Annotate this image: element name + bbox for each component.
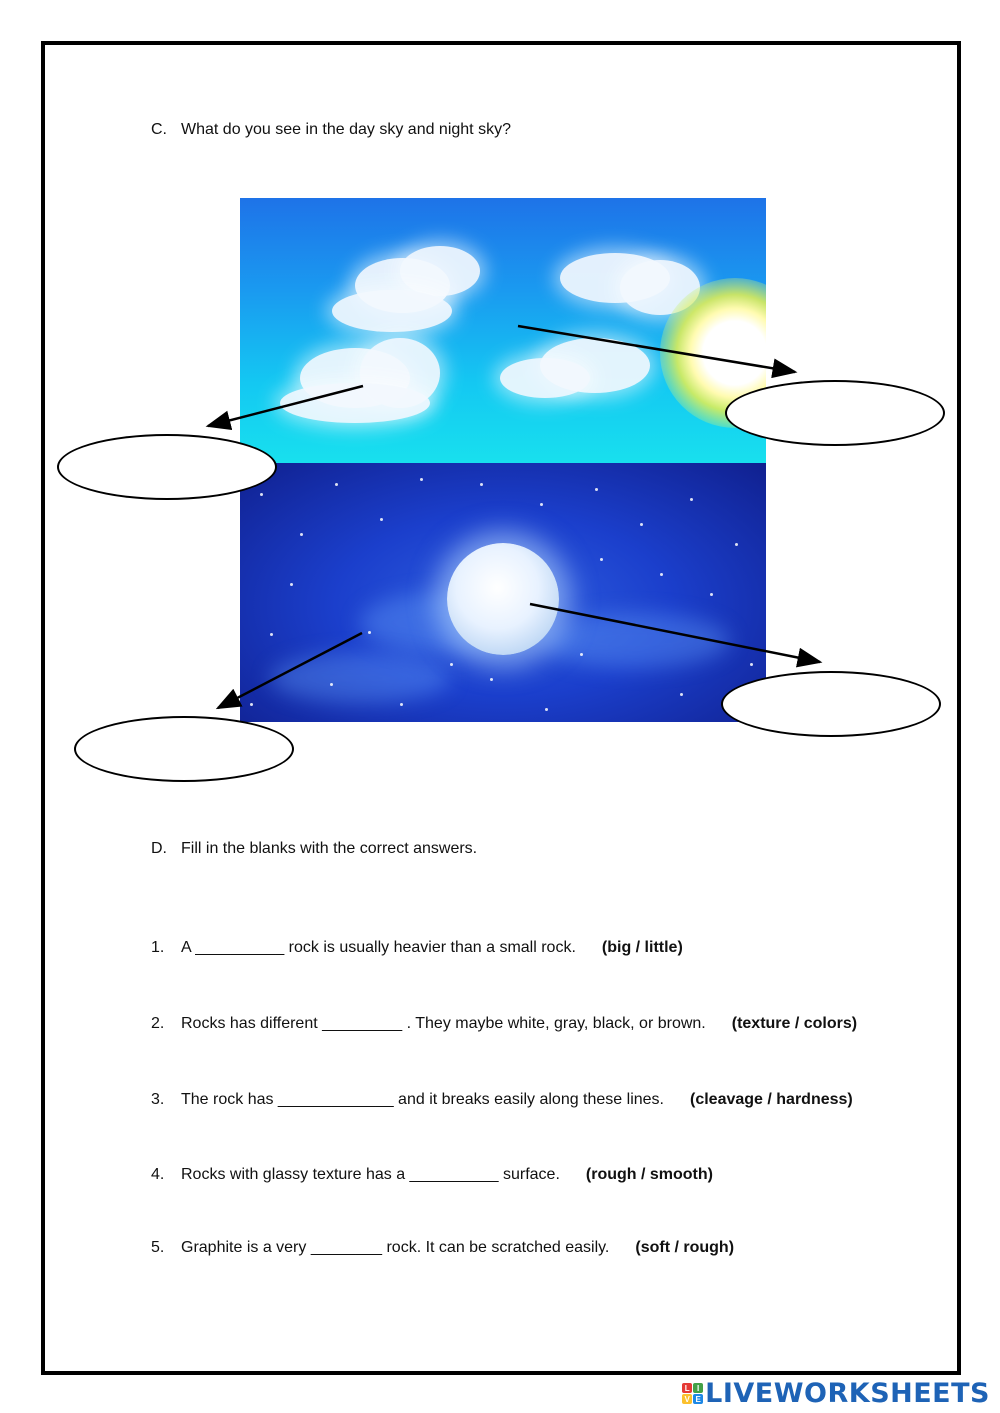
question-text: Rocks has different _________ . They maybe white, gray, black, or brown. xyxy=(181,1015,706,1032)
question-text: The rock has _____________ and it breaks easily along these lines. xyxy=(181,1091,664,1108)
section-c-text: What do you see in the day sky and night sky? xyxy=(181,121,511,138)
question-number: 2. xyxy=(151,1015,165,1032)
logo-letter: V xyxy=(682,1394,692,1404)
question-options: (soft / rough) xyxy=(635,1239,735,1256)
question-options: (big / little) xyxy=(601,939,683,956)
section-d-text: Fill in the blanks with the correct answers. xyxy=(181,840,478,857)
logo-letter: E xyxy=(693,1394,703,1404)
liveworksheets-brand xyxy=(682,1378,990,1409)
question-3 xyxy=(151,1091,853,1109)
moon-icon xyxy=(447,543,559,655)
question-text: Rocks with glassy texture has a __________ surface. xyxy=(181,1166,560,1183)
logo-letter: I xyxy=(693,1383,703,1393)
section-c-heading xyxy=(151,121,511,139)
question-text: Graphite is a very ________ rock. It can be scratched easily. xyxy=(181,1239,610,1256)
question-1 xyxy=(151,939,683,957)
brand-name: LIVEWORKSHEETS xyxy=(705,1378,990,1409)
section-c-letter: C. xyxy=(151,121,167,138)
question-number: 5. xyxy=(151,1239,165,1256)
answer-oval-sun[interactable] xyxy=(725,380,945,446)
question-2 xyxy=(151,1015,857,1033)
question-options: (texture / colors) xyxy=(731,1015,858,1032)
day-sky-image xyxy=(240,198,766,463)
question-4 xyxy=(151,1166,713,1184)
section-d-letter: D. xyxy=(151,840,167,857)
question-text: A __________ rock is usually heavier than a small rock. xyxy=(181,939,576,956)
question-options: (cleavage / hardness) xyxy=(690,1091,853,1108)
answer-oval-cloud[interactable] xyxy=(57,434,277,500)
question-5 xyxy=(151,1239,734,1257)
question-number: 3. xyxy=(151,1091,165,1108)
answer-oval-moon[interactable] xyxy=(721,671,941,737)
question-options: (rough / smooth) xyxy=(585,1166,713,1183)
question-number: 4. xyxy=(151,1166,165,1183)
night-sky-image xyxy=(240,463,766,722)
answer-oval-star[interactable] xyxy=(74,716,294,782)
logo-letter: L xyxy=(682,1383,692,1393)
section-d-heading xyxy=(151,840,477,858)
liveworksheets-logo-icon xyxy=(682,1383,703,1404)
question-number: 1. xyxy=(151,939,165,956)
